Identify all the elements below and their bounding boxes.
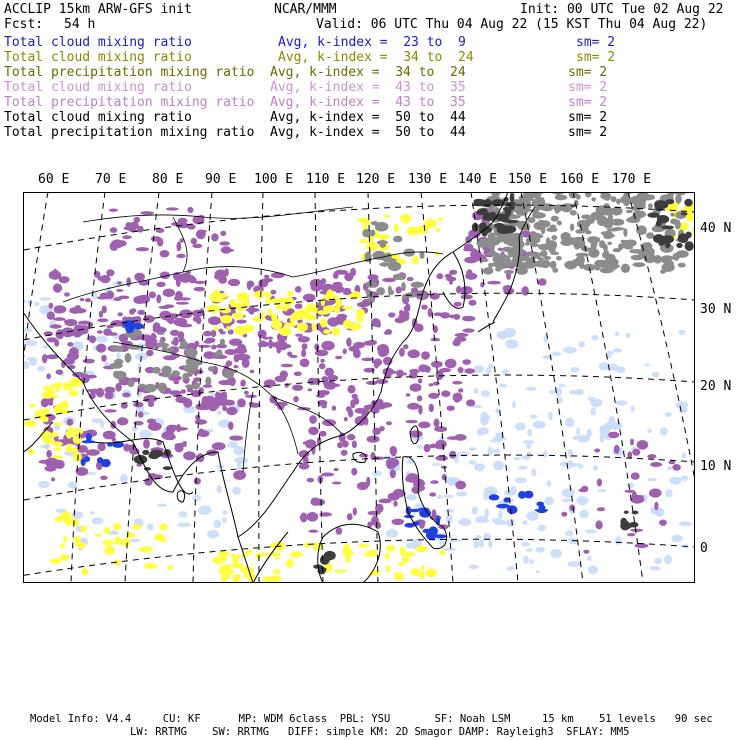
legend-range: Avg, k-index = 23 to 9 (278, 35, 466, 50)
organization: NCAR/MMM (274, 2, 337, 17)
longitude-label: 130 E (408, 172, 448, 187)
longitude-label: 140 E (458, 172, 498, 187)
forecast-label: Fcst: (4, 17, 44, 32)
legend-range: Avg, k-index = 34 to 24 (270, 65, 466, 80)
legend-range: Avg, k-index = 43 to 35 (270, 95, 466, 110)
longitude-label: 150 E (508, 172, 548, 187)
longitude-label: 160 E (560, 172, 600, 187)
legend-smoothing: sm= 2 (568, 125, 608, 140)
legend-field: Total precipitation mixing ratio (4, 95, 255, 110)
forecast-hours: 54 h (64, 17, 96, 32)
model-info-line2: LW: RRTMG SW: RRTMG DIFF: simple KM: 2D Smagor DAMP: Rayleigh3 SFLAY: MM5 (130, 726, 630, 738)
legend-field: Total cloud mixing ratio (4, 80, 192, 95)
legend-field: Total cloud mixing ratio (4, 50, 192, 65)
legend-field: Total cloud mixing ratio (4, 35, 192, 50)
latitude-label: 0 (700, 541, 708, 556)
legend-smoothing: sm= 2 (568, 80, 608, 95)
longitude-label: 60 E (38, 172, 70, 187)
legend-field: Total precipitation mixing ratio (4, 125, 255, 140)
latitude-label: 30 N (700, 302, 732, 317)
longitude-label: 120 E (356, 172, 396, 187)
longitude-label: 80 E (152, 172, 184, 187)
legend-smoothing: sm= 2 (568, 95, 608, 110)
legend-field: Total precipitation mixing ratio (4, 65, 255, 80)
legend-smoothing: sm= 2 (568, 65, 608, 80)
legend-range: Avg, k-index = 50 to 44 (270, 125, 466, 140)
longitude-label: 110 E (306, 172, 346, 187)
longitude-label: 90 E (205, 172, 237, 187)
valid-time: Valid: 06 UTC Thu 04 Aug 22 (15 KST Thu 04 Aug 22) (316, 17, 708, 32)
legend-range: Avg, k-index = 43 to 35 (270, 80, 466, 95)
legend-smoothing: sm= 2 (568, 110, 608, 125)
longitude-label: 70 E (95, 172, 127, 187)
model-title: ACCLIP 15km ARW-GFS init (4, 2, 192, 17)
model-info-line1: Model Info: V4.4 CU: KF MP: WDM 6class PBL: YSU SF: Noah LSM 15 km 51 levels 90 sec (30, 713, 713, 725)
legend-range: Avg, k-index = 34 to 24 (278, 50, 474, 65)
latitude-label: 20 N (700, 379, 732, 394)
longitude-label: 170 E (612, 172, 652, 187)
legend-smoothing: sm= 2 (576, 35, 616, 50)
latitude-label: 10 N (700, 459, 732, 474)
init-time: Init: 00 UTC Tue 02 Aug 22 (520, 2, 724, 17)
legend-field: Total cloud mixing ratio (4, 110, 192, 125)
legend-range: Avg, k-index = 50 to 44 (270, 110, 466, 125)
longitude-label: 100 E (254, 172, 294, 187)
legend-smoothing: sm= 2 (576, 50, 616, 65)
forecast-map (23, 192, 695, 583)
latitude-label: 40 N (700, 221, 732, 236)
